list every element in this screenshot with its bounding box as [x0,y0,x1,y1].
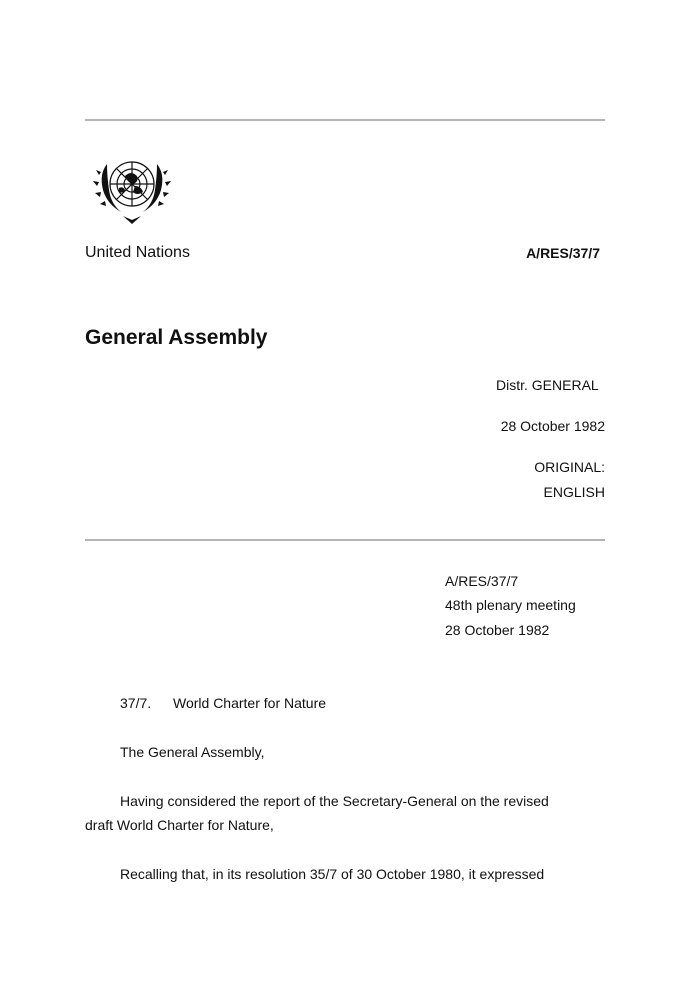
body-title: General Assembly [85,326,268,349]
reference-symbol: A/RES/37/7 [445,573,519,589]
bottom-rule [85,539,605,541]
un-emblem-icon [85,150,179,230]
distribution: Distr. GENERAL [496,377,599,393]
organization-name: United Nations [85,244,190,261]
opening-line: The General Assembly, [120,744,265,760]
resolution-title: World Charter for Nature [173,695,327,711]
paragraph-1-line-1: Having considered the report of the Secretary-General on the revised [120,793,549,809]
document-date: 28 October 1982 [500,418,605,434]
reference-meeting: 48th plenary meeting [445,597,576,613]
paragraph-2-line-1: Recalling that, in its resolution 35/7 of 30 October 1980, it expressed [120,866,545,882]
original-label: ORIGINAL: [534,459,605,475]
reference-date: 28 October 1982 [445,622,550,638]
original-language: ENGLISH [543,484,605,500]
paragraph-1-line-2: draft World Charter for Nature, [85,817,274,833]
document-symbol: A/RES/37/7 [526,245,600,261]
top-rule [85,119,605,121]
resolution-number: 37/7. [120,695,152,711]
